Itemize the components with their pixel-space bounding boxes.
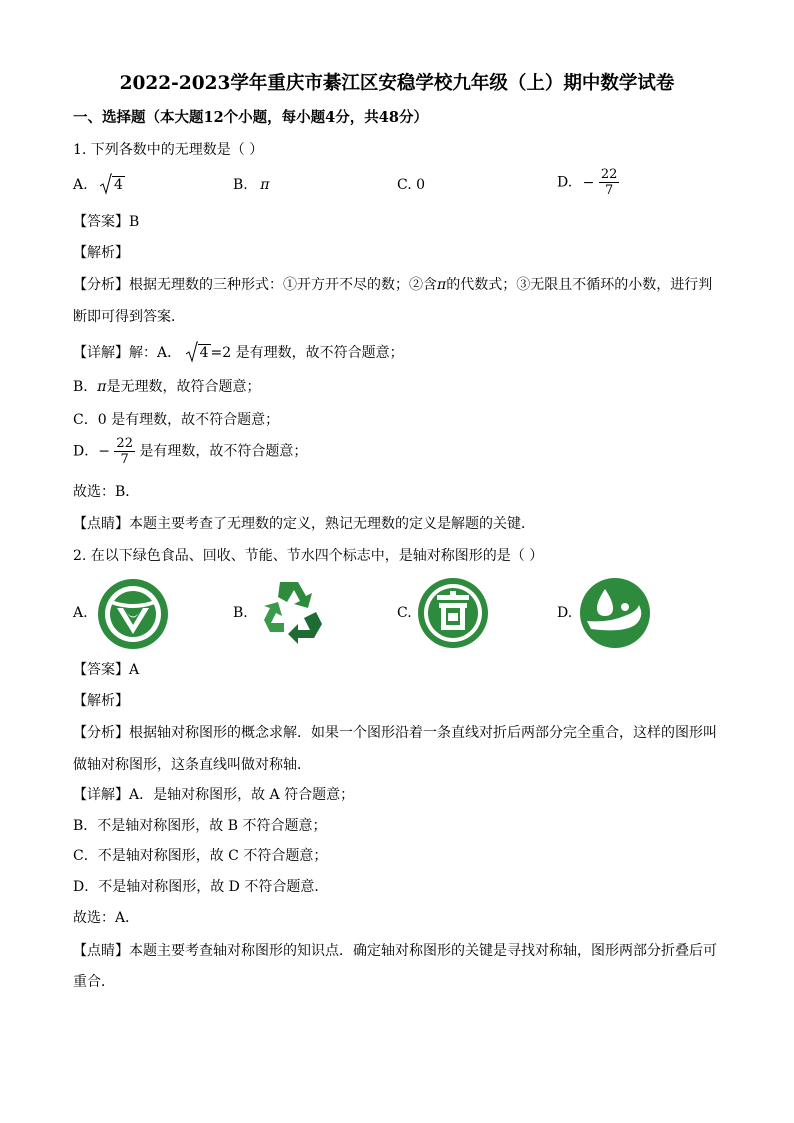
q1-detail-b-prefix: B．	[73, 379, 98, 395]
q2-comment-line-1: 【点睛】本题主要考查轴对称图形的知识点．确定轴对称图形的关键是寻找对称轴，图形两部分折叠后可	[73, 943, 717, 959]
q2-option-a-label: A.	[73, 605, 88, 621]
q1-option-b-label: B.	[233, 177, 248, 193]
sqrt-symbol	[186, 343, 211, 363]
fraction-denominator: 7	[604, 183, 614, 198]
fraction-denominator: 7	[120, 452, 129, 467]
q1-detail-a-radicand: 4	[199, 345, 209, 361]
q1-detail-d-suffix: 是有理数，故不符合题意；	[139, 443, 308, 460]
q2-answer: 【答案】A	[73, 662, 140, 678]
q1-option-d-fraction	[599, 167, 620, 198]
q2-stem: 2. 在以下绿色食品、回收、节能、节水四个标志中，是轴对称图形的是（ ）	[73, 548, 544, 564]
q1-detail-a-prefix: 【详解】解：A．	[73, 345, 182, 361]
q1-comment: 【点睛】本题主要考查了无理数的定义，熟记无理数的定义是解题的关键．	[73, 516, 535, 532]
page-title: 2022-2023学年重庆市綦江区安稳学校九年级（上）期中数学试卷	[119, 73, 675, 94]
q1-analysis-text-cont: 的代数式；③无限且不循环的小数，进行判	[446, 277, 713, 293]
q2-detail-a: 【详解】A．是轴对称图形，故 A 符合题意；	[73, 787, 355, 803]
q1-detail-d-fraction	[114, 436, 135, 467]
q2-choose: 故选：A．	[73, 910, 140, 926]
q1-analysis-text: 【分析】根据无理数的三种形式：①开方开不尽的数；②含	[73, 277, 437, 293]
q1-detail-d-prefix: D．−	[73, 443, 110, 460]
q1-option-a	[73, 175, 125, 195]
section-heading: 一、选择题（本大题12个小题，每小题4分，共48分）	[73, 109, 428, 126]
q2-option-b-label: B.	[233, 605, 248, 621]
q2-detail-c: C．不是轴对称图形，故 C 不符合题意；	[73, 848, 328, 864]
q2-analysis-heading: 【解析】	[73, 693, 129, 709]
q1-answer: 【答案】B	[73, 214, 140, 230]
q1-option-b-value: π	[260, 177, 270, 193]
q1-detail-c: C．0 是有理数，故不符合题意；	[73, 412, 280, 428]
q1-option-a-radicand: 4	[114, 177, 123, 193]
fraction-numerator: 22	[600, 167, 618, 182]
q1-analysis-line-1	[73, 275, 712, 295]
q2-detail-d: D．不是轴对称图形，故 D 不符合题意．	[73, 879, 329, 895]
green-food-logo-icon	[97, 578, 169, 650]
energy-saving-logo-icon	[417, 577, 489, 649]
pi-symbol: π	[437, 277, 447, 293]
q1-choose: 故选：B．	[73, 484, 140, 500]
q1-detail-b-suffix: 是无理数，故符合题意；	[106, 379, 261, 395]
q2-analysis-line-2: 做轴对称图形，这条直线叫做对称轴．	[73, 757, 311, 773]
q1-option-d-sign: −	[582, 174, 595, 191]
q1-option-b	[233, 175, 269, 195]
q1-option-c: C. 0	[397, 177, 426, 193]
q2-detail-b: B．不是轴对称图形，故 B 不符合题意；	[73, 818, 327, 834]
q2-analysis-line-1: 【分析】根据轴对称图形的概念求解．如果一个图形沿着一条直线对折后两部分完全重合，这样的图形叫	[73, 725, 717, 741]
sqrt-symbol	[100, 175, 125, 195]
q1-detail-a-suffix: =2 是有理数，故不符合题意；	[210, 345, 404, 361]
q2-option-c-label: C.	[397, 605, 412, 621]
q1-option-a-label: A.	[73, 177, 88, 193]
q1-analysis-line-2: 断即可得到答案．	[73, 309, 185, 325]
recycle-logo-icon	[256, 576, 328, 646]
water-saving-logo-icon	[579, 577, 651, 649]
q2-comment-line-2: 重合．	[73, 974, 115, 990]
q1-option-d	[557, 167, 619, 198]
q1-detail-a	[73, 343, 404, 363]
q1-option-d-label: D.	[557, 174, 573, 191]
q1-detail-b	[73, 377, 261, 397]
q1-analysis-heading: 【解析】	[73, 245, 129, 261]
q1-detail-d	[73, 436, 307, 467]
q1-stem: 1. 下列各数中的无理数是（ ）	[73, 142, 264, 158]
fraction-numerator: 22	[116, 436, 133, 451]
q2-option-d-label: D.	[557, 605, 573, 621]
pi-symbol: π	[97, 379, 107, 395]
